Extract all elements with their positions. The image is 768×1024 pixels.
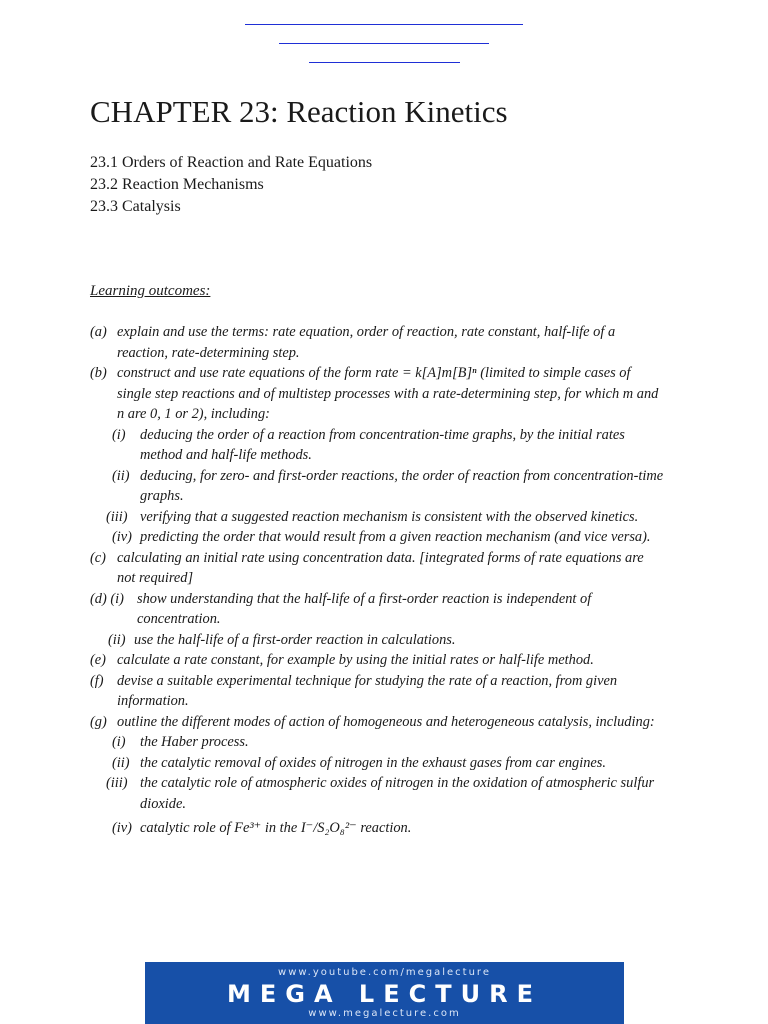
outcome-subitem <box>90 630 690 651</box>
section-item: 23.3 Catalysis <box>90 198 181 215</box>
outcome-item <box>90 548 690 589</box>
header-link-line-3[interactable] <box>309 62 460 63</box>
outcome-item <box>90 712 690 733</box>
outcome-subitem <box>90 527 690 548</box>
section-item: 23.1 Orders of Reaction and Rate Equations <box>90 154 373 171</box>
outcome-text: construct and use rate equations of the form rate = k[A]m[B]ⁿ (limited to simple cases of <box>117 365 631 381</box>
header-link-line-1[interactable] <box>245 24 523 25</box>
outcome-text: not required] <box>117 570 194 586</box>
outcome-marker: (i) <box>112 426 126 443</box>
outcome-subitem <box>90 818 690 839</box>
outcome-marker: (ii) <box>112 754 130 771</box>
outcome-marker: (e) <box>90 652 106 668</box>
outcome-marker: (iii) <box>106 775 128 791</box>
learning-outcomes-heading: Learning outcomes: <box>90 283 211 299</box>
outcome-marker: (c) <box>90 549 106 566</box>
brand-logo-text: MEGA LECTURE <box>227 980 542 1008</box>
outcome-text: graphs. <box>140 488 184 504</box>
outcome-text: show understanding that the half-life of a first-order reaction is independent of <box>137 590 592 607</box>
outcome-subitem <box>90 773 690 814</box>
outcome-item <box>90 322 690 363</box>
outcome-item <box>90 671 690 712</box>
outcome-text: concentration. <box>137 611 221 627</box>
outcome-text: explain and use the terms: rate equation, order of reaction, rate constant, half-life of a <box>117 324 616 340</box>
outcome-text: use the half-life of a first-order reaction in calculations. <box>134 631 456 648</box>
outcome-marker: (iii) <box>106 508 128 525</box>
outcome-item <box>90 363 690 425</box>
outcome-marker: (ii) <box>108 631 126 648</box>
outcome-text: n are 0, 1 or 2), including: <box>117 406 270 422</box>
youtube-link[interactable]: www.youtube.com/megalecture <box>278 967 491 978</box>
outcome-subitem <box>90 466 690 507</box>
outcome-item <box>90 650 690 671</box>
outcome-marker: (iv) <box>112 529 132 545</box>
outcome-text: dioxide. <box>140 795 186 812</box>
outcome-text: the Haber process. <box>140 734 249 750</box>
section-list <box>90 152 372 218</box>
outcome-marker: (a) <box>90 324 107 340</box>
outcome-text: outline the different modes of action of homogeneous and heterogeneous catalysis, including: <box>117 713 655 730</box>
outcome-marker: (f) <box>90 672 104 689</box>
outcome-text: verifying that a suggested reaction mechanism is consistent with the observed kinetics. <box>140 508 639 525</box>
learning-outcomes-list <box>90 322 690 839</box>
outcome-subitem <box>90 425 690 466</box>
chapter-title: CHAPTER 23: Reaction Kinetics <box>90 94 508 129</box>
outcome-text: information. <box>117 693 189 709</box>
outcome-text: deducing the order of a reaction from concentration-time graphs, by the initial rates <box>140 426 625 443</box>
section-item: 23.2 Reaction Mechanisms <box>90 176 264 193</box>
outcome-text: the catalytic removal of oxides of nitrogen in the exhaust gases from car engines. <box>140 754 607 771</box>
outcome-marker: (ii) <box>112 467 130 484</box>
outcome-text: calculating an initial rate using concentration data. [integrated forms of rate equations are <box>117 549 644 566</box>
outcome-subitem <box>90 507 690 528</box>
mega-lecture-banner[interactable] <box>145 962 624 1024</box>
outcome-marker: (d) (i) <box>90 590 124 607</box>
outcome-marker: (i) <box>112 734 126 750</box>
outcome-text: single step reactions and of multistep processes with a rate-determining step, for which m and <box>117 385 659 402</box>
outcome-item <box>90 589 690 630</box>
outcome-text: predicting the order that would result from a given reaction mechanism (and vice versa). <box>140 529 651 545</box>
outcome-text: catalytic role of Fe³⁺ in the I⁻/S₂O₈²⁻ reaction. <box>140 820 412 836</box>
outcome-subitem <box>90 732 690 753</box>
outcome-text: method and half-life methods. <box>140 447 312 463</box>
header-link-line-2[interactable] <box>279 43 489 44</box>
outcome-marker: (iv) <box>112 820 132 836</box>
outcome-marker: (g) <box>90 713 107 730</box>
outcome-subitem <box>90 753 690 774</box>
website-link[interactable]: www.megalecture.com <box>308 1008 461 1019</box>
outcome-text: reaction, rate-determining step. <box>117 344 300 361</box>
outcome-text: calculate a rate constant, for example by using the initial rates or half-life method. <box>117 652 594 668</box>
outcome-text: devise a suitable experimental technique for studying the rate of a reaction, from given <box>117 672 618 689</box>
outcome-text: deducing, for zero- and first-order reactions, the order of reaction from concentration-time <box>140 467 664 484</box>
outcome-marker: (b) <box>90 365 107 381</box>
outcome-text: the catalytic role of atmospheric oxides of nitrogen in the oxidation of atmospheric sulfur <box>140 775 655 791</box>
